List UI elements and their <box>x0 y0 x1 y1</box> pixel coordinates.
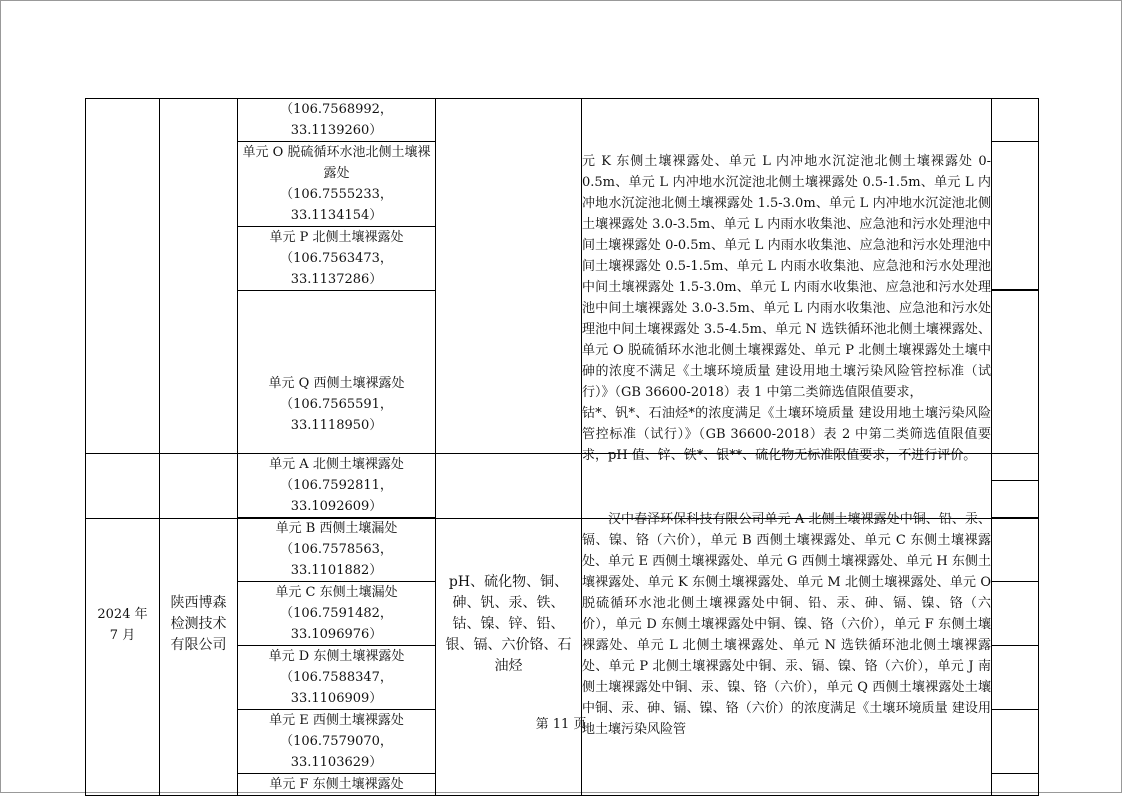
location-name: 单元 Q 西侧土壤裸露处 <box>268 376 405 391</box>
location-coords: （106.7563473，33.1137286） <box>280 251 393 287</box>
location-coords: （106.7555233，33.1134154） <box>280 187 393 223</box>
location-name: 单元 C 东侧土壤漏处 <box>275 585 398 600</box>
location-coords: （106.7578563，33.1101882） <box>280 542 393 578</box>
location-name: 单元 D 东侧土壤裸露处 <box>268 649 405 664</box>
remark-cell <box>992 774 1039 796</box>
location-coords: （106.7588347，33.1106909） <box>280 670 393 706</box>
location-name: 单元 F 东侧土壤裸露处 <box>269 777 404 792</box>
agency-cell <box>160 454 238 796</box>
location-cell <box>238 454 436 518</box>
location-coords: （106.7579070，33.1103629） <box>280 734 393 770</box>
location-name: 单元 P 北侧土壤裸露处 <box>269 230 404 245</box>
sampling-date: 2024 年 7 月 <box>97 606 148 643</box>
location-coords: （106.7591482，33.1096976） <box>280 606 393 642</box>
remark-cell <box>992 646 1039 710</box>
location-name: 单元 O 脱硫循环水池北侧土壤裸露处 <box>242 145 431 181</box>
location-coords: （106.7592811，33.1092609） <box>280 478 393 514</box>
page-number: 第 11 页 <box>535 717 587 732</box>
conclusion-text: 汉中春泽环保科技有限公司单元 A 北侧土壤裸露处中铜、铅、汞、镉、镍、铬（六价），单元 B 西侧土壤裸露处、单元 C 东侧土壤裸露处、单元 E 西侧土壤裸露处、单元 G 西侧土壤裸露处、单元 H 东侧土壤裸露处、单元 K 东侧土壤裸露处、单元 M 北侧土壤裸露处、单元 O 脱硫循环水池北侧土壤裸露处中铜、铅、汞、砷、镉、镍、铬（六价），单元 D 东侧土壤裸露处中铜、镍、铬（六价），单元 F 东侧土壤裸露处、单元 L 北侧土壤裸露处、单元 N 选铁循环池北侧土壤裸露处、单元 P 北侧土壤裸露处中铜、汞、镉、镍、铬（六价），单元 J 南侧土壤裸露处中铜、汞、镍、铬（六价），单元 Q 西侧土壤裸露处土壤中铜、汞、砷、镉、镍、铬（六价）的浓度满足《土壤环境质量 建设用地土壤污染风险管 <box>582 512 991 737</box>
location-cell <box>238 774 436 796</box>
location-cell <box>238 582 436 646</box>
location-cell <box>238 646 436 710</box>
test-items: pH、硫化物、铜、砷、钒、汞、铁、钴、镍、锌、铅、银、镉、六价铬、石油烃 <box>445 574 572 674</box>
remark-cell <box>992 518 1039 582</box>
remark-cell <box>992 582 1039 646</box>
conclusion-text: 元 K 东侧土壤裸露处、单元 L 内冲地水沉淀池北侧土壤裸露处 0-0.5m、单元 L 内冲地水沉淀池北侧土壤裸露处 0.5-1.5m、单元 L 内冲地水沉淀池北侧土壤裸露处 1.5-3.0m、单元 L 内冲地水沉淀池北侧土壤裸露处 3.0-3.5m、单元 L 内雨水收集池、应急池和污水处理池中间土壤裸露处 0-0.5m、单元 L 内雨水收集池、应急池和污水处理池中间土壤裸露处 0.5-1.5m、单元 L 内雨水收集池、应急池和污水处理池中间土壤裸露处 1.5-3.0m、单元 L 内雨水收集池、应急池和污水处理池中间土壤裸露处 3.0-3.5m、单元 L 内雨水收集池、应急池和污水处理池中间土壤裸露处 3.5-4.5m、单元 N 选铁循环池北侧土壤裸露处、单元 O 脱硫循环水池北侧土壤裸露处、单元 P 北侧土壤裸露处土壤中砷的浓度不满足《土壤环境质量 建设用地土壤污染风险管控标准（试行）》（GB 36600-2018）表 1 中第二类筛选值限值要求， <box>582 154 991 400</box>
remark-cell <box>992 454 1039 518</box>
location-cell: （106.7568992，33.1139260） <box>238 99 436 142</box>
remark-cell <box>992 99 1039 142</box>
location-name: 单元 E 西侧土壤裸露处 <box>269 713 404 728</box>
remark-cell <box>992 142 1039 290</box>
conclusion-text-2: 钴*、钒*、石油烃*的浓度满足《土壤环境质量 建设用地土壤污染风险管控标准（试行）》（GB 36600-2018）表 2 中第二类筛选值限值要求，pH 值、锌、铁*、银**、硫化物无标准限值要求，不进行评价。 <box>582 406 991 463</box>
remark-cell <box>992 291 1039 481</box>
items-cell <box>436 454 582 796</box>
testing-agency: 陕西博森检测技术有限公司 <box>170 595 227 653</box>
location-coords: （106.7565591，33.1118950） <box>280 397 393 433</box>
location-cell <box>238 518 436 582</box>
location-cell <box>238 142 436 227</box>
location-name: 单元 A 北侧土壤裸露处 <box>269 457 404 472</box>
location-cell <box>238 227 436 291</box>
monitoring-table-2024-07 <box>85 453 1039 796</box>
location-name: 单元 B 西侧土壤漏处 <box>275 521 398 536</box>
conclusion-cell <box>582 454 992 796</box>
date-cell <box>86 454 160 796</box>
